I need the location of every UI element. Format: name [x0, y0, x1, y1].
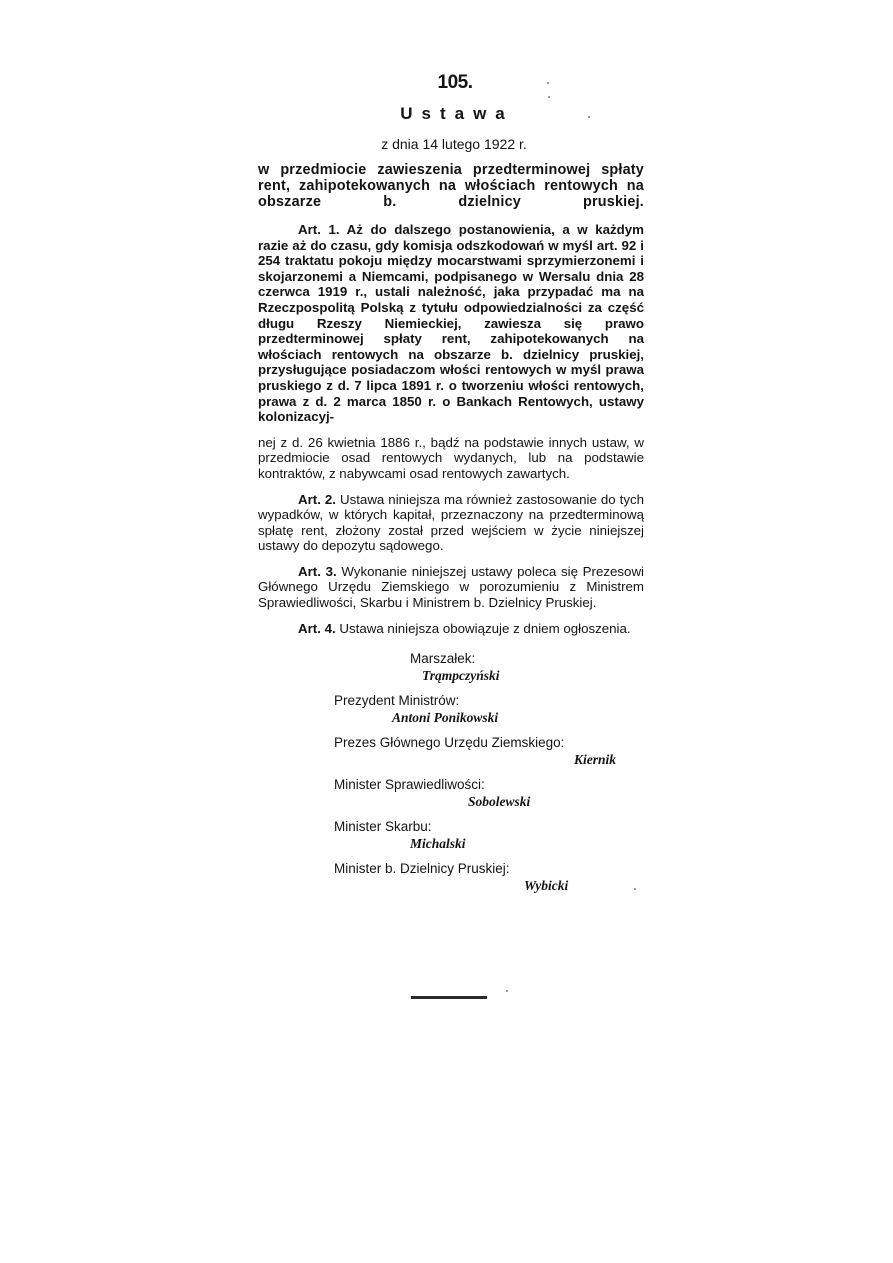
signature-name: Sobolewski [468, 794, 531, 810]
page-number: 105. [437, 72, 473, 93]
article-1-continuation [258, 435, 644, 482]
signature-name: Michalski [410, 836, 466, 852]
signature-prime-minister [258, 692, 644, 726]
scan-speck [548, 96, 550, 98]
scan-speck [588, 116, 590, 118]
date-line: z dnia 14 lutego 1922 r. [381, 136, 527, 152]
signature-role: Prezes Głównego Urzędu Ziemskiego: [334, 735, 565, 751]
signature-justice [258, 776, 644, 810]
signature-role: Marszałek: [410, 651, 476, 667]
signature-prussian-district [258, 860, 644, 894]
signature-name: Trąmpczyński [422, 668, 500, 684]
closing-divider [411, 996, 487, 999]
signatures [258, 650, 644, 894]
article-1 [258, 222, 644, 425]
article-4-label: Art. 4. [298, 620, 336, 636]
signature-name: Antoni Ponikowski [392, 710, 499, 726]
signature-role: Minister Skarbu: [334, 819, 432, 835]
article-1-text: Aż do dalszego postanowienia, a w każdym razie aż do czasu, gdy komisja odszkodowań w myśl art. 92 i 254 traktatu pokoju między mocarstwami sprzymierzonemi i skojarzonemi a Niemcami, podpisanego w Wersalu dnia 28 czerwca 1919 r., ustali należność, jaka przypadać ma na Rzeczpospolitą Polską z tytułu odpowiedzialności za część długu Rzeszy Niemieckiej, zawiesza się prawo przedterminowej spłaty rent, zahipotekowanych na włościach rentowych na obszarze b. dzielnicy pruskiej, przysługujące posiadaczom włości rentowych w myśl prawa pruskiego z d. 7 lipca 1891 r. o tworzeniu włości rentowych, prawa z d. 2 marca 1850 r. o Bankach Rentowych, ustawy kolonizacyj- [258, 222, 644, 425]
signature-role: Prezydent Ministrów: [334, 693, 460, 709]
document-title: Ustawa [400, 104, 514, 123]
scan-speck [634, 888, 636, 890]
article-3-label: Art. 3. [298, 563, 337, 579]
law-subject: w przedmiocie zawieszenia przedterminowej spłaty rent, zahipotekowanych na włościach rentowych na obszarze b. dzielnicy pruskiej. [258, 162, 644, 210]
signature-role: Minister Sprawiedliwości: [334, 777, 485, 793]
signature-role: Minister b. Dzielnicy Pruskiej: [334, 861, 510, 877]
article-4-text: Ustawa niniejsza obowiązuje z dniem ogłoszenia. [339, 620, 631, 636]
article-3-text: Wykonanie niniejszej ustawy poleca się Prezesowi Głównego Urzędu Ziemskiego w porozumieniu z Ministrem Sprawiedliwości, Skarbu i Ministrem b. Dzielnicy Pruskiej. [258, 563, 644, 611]
article-1-text-continued: nej z d. 26 kwietnia 1886 r., bądź na podstawie innych ustaw, w przedmiocie osad rentowych wydanych, lub na podstawie kontraktów, z nabywcami osad rentowych zawartych. [258, 434, 644, 481]
article-1-label: Art. 1. [298, 222, 340, 237]
article-2 [258, 492, 644, 554]
law-text-column [258, 72, 644, 902]
scan-speck [506, 990, 508, 992]
article-4 [258, 621, 644, 637]
signature-land-office [258, 734, 644, 768]
article-2-label: Art. 2. [298, 491, 336, 507]
article-2-text: Ustawa niniejsza ma również zastosowanie do tych wypadków, w których kapitał, przeznaczony na przedterminową spłatę rent, złożony został przed wejściem w życie niniejszej ustawy do depozytu sądowego. [258, 491, 645, 554]
signature-marshal [258, 650, 644, 684]
article-3 [258, 564, 644, 611]
signature-treasury [258, 818, 644, 852]
signature-name: Wybicki [524, 878, 569, 894]
signature-name: Kiernik [574, 752, 617, 768]
scan-speck [547, 82, 549, 84]
